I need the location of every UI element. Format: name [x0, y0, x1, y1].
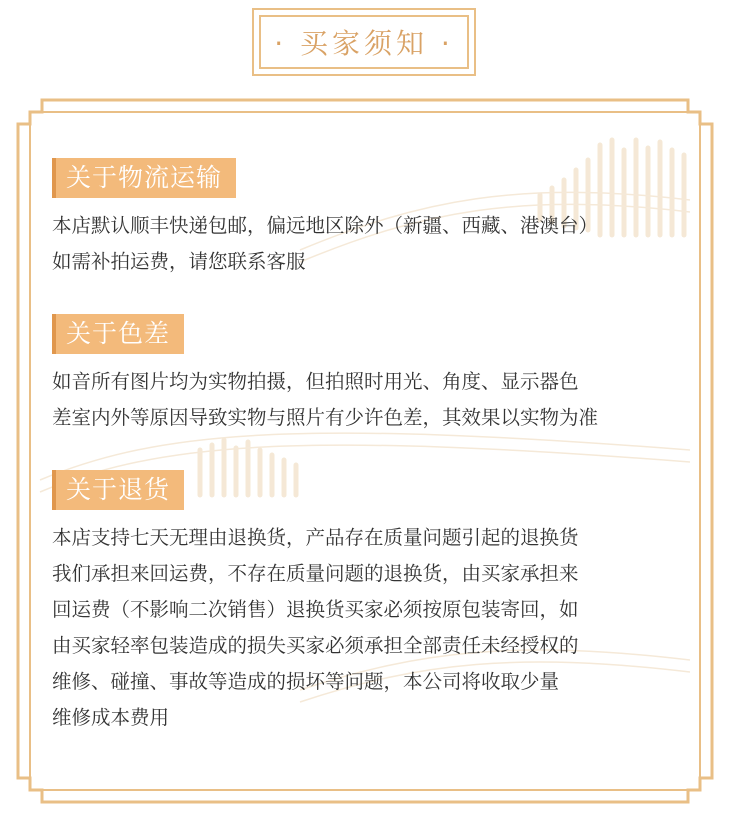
- title-box: [252, 8, 476, 76]
- section-body-returns: [52, 520, 692, 736]
- title-box-inner: [259, 15, 469, 69]
- section-logistics: [52, 158, 692, 280]
- section-line: 差室内外等原因导致实物与照片有少许色差，其效果以实物为准: [52, 406, 599, 429]
- section-label-returns: 关于退货: [52, 470, 184, 510]
- section-line: 如音所有图片均为实物拍摄，但拍照时用光、角度、显示器色: [52, 370, 579, 393]
- section-returns: [52, 470, 692, 736]
- section-body-color-difference: [52, 364, 692, 436]
- section-line: 如需补拍运费，请您联系客服: [52, 250, 306, 273]
- section-line: 由买家轻率包装造成的损失买家必须承担全部责任未经授权的: [52, 634, 579, 657]
- page-title: · 买家须知 ·: [274, 27, 454, 60]
- section-line: 我们承担来回运费，不存在质量问题的退换货，由买家承担来: [52, 562, 579, 585]
- section-label-logistics: 关于物流运输: [52, 158, 236, 198]
- section-line: 维修成本费用: [52, 706, 170, 729]
- section-line: 维修、碰撞、事故等造成的损坏等问题，本公司将收取少量: [52, 670, 560, 693]
- section-line: 回运费（不影响二次销售）退换货买家必须按原包装寄回，如: [52, 598, 579, 621]
- section-body-logistics: [52, 208, 692, 280]
- section-line: 本店默认顺丰快递包邮，偏远地区除外（新疆、西藏、港澳台）: [52, 214, 599, 237]
- section-color-difference: [52, 314, 692, 436]
- section-line: 本店支持七天无理由退换货，产品存在质量问题引起的退换货: [52, 526, 579, 549]
- section-label-color-difference: 关于色差: [52, 314, 184, 354]
